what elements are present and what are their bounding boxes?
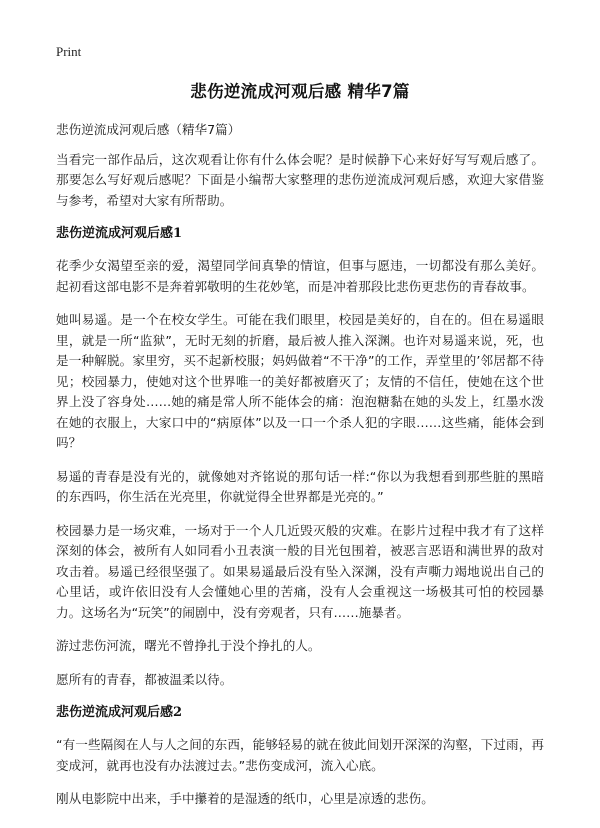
- page-title: 悲伤逆流成河观后感 精华7篇: [190, 82, 410, 101]
- section-heading: 悲伤逆流成河观后感2: [56, 705, 183, 720]
- paragraph: 游过悲伤河流，曙光不曾挣扎于没个挣扎的人。: [56, 638, 321, 653]
- article-subtitle: 悲伤逆流成河观后感（精华7篇）: [56, 122, 241, 137]
- section-heading: 悲伤逆流成河观后感1: [56, 226, 183, 241]
- section-2: [56, 703, 544, 810]
- print-link[interactable]: Print: [56, 44, 82, 59]
- section-1: [56, 224, 544, 690]
- intro-paragraph: 当看完一部作品后，这次观看让你有什么体会呢？是时候静下心来好好写写观后感了。那要怎么写好观后感呢？下面是小编帮大家整理的悲伤逆流成河观后感，欢迎大家借鉴与参考，希望对大家有所帮助。: [56, 151, 544, 208]
- paragraph: “有一些隔阂在人与人之间的东西，能够轻易的就在彼此间划开深深的沟壑，下过雨，再变成河，就再也没有办法渡过去。”悲伤变成河，流入心底。: [56, 737, 544, 773]
- paragraph: 易遥的青春是没有光的，就像她对齐铭说的那句话一样:“你以为我想看到那些脏的黑暗的东西吗，你生活在光亮里，你就觉得全世界都是光亮的。”: [56, 468, 544, 504]
- paragraph: 花季少女渴望至亲的爱，渴望同学间真挚的情谊，但事与愿违，一切都没有那么美好。起初看这部电影不是奔着郭敬明的生花妙笔，而是冲着那段比悲伤更悲伤的青春故事。: [56, 258, 544, 294]
- paragraph: 愿所有的青春，都被温柔以待。: [56, 671, 233, 687]
- paragraph: 校园暴力是一场灾难，一场对于一个人几近毁灭般的灾难。在影片过程中我才有了这样深刻的体会，被所有人如同看小丑表演一般的目光包围着，被恶言恶语和满世界的敌对攻击着。易遥已经很坚强了。如果易遥最后没有坠入深渊，没有声嘶力竭地说出自己的心里话，或许依旧没有人会懂她心里的苦痛，没有人会重视这一场极其可怕的校园暴力。这场名为“玩笑”的闹剧中，没有旁观者，只有……施暴者。: [56, 522, 544, 620]
- article-body: [56, 120, 544, 823]
- paragraph: 她叫易遥。是一个在校女学生。可能在我们眼里，校园是美好的，自在的。但在易遥眼里，就是一所“监狱”，无时无刻的折磨，最后被人推入深渊。也许对易遥来说，死，也是一种解脱。家里穷，买不起新校服；妈妈做着“不干净”的工作，弄堂里的’邻居都不待见；校园暴力，使她对这个世界唯一的美好都被磨灭了；友情的不信任，使她在这个世界上没了容身处……她的痛是常人所不能体会的痛：泡泡糖黏在她的头发上，红墨水泼在她的衣服上，大家口中的“病原体”以及一口一个杀人犯的字眼……这些痛，能体会到吗？: [56, 312, 544, 450]
- paragraph: 刚从电影院中出来，手中攥着的是湿透的纸巾，心里是凉透的悲伤。: [56, 791, 434, 806]
